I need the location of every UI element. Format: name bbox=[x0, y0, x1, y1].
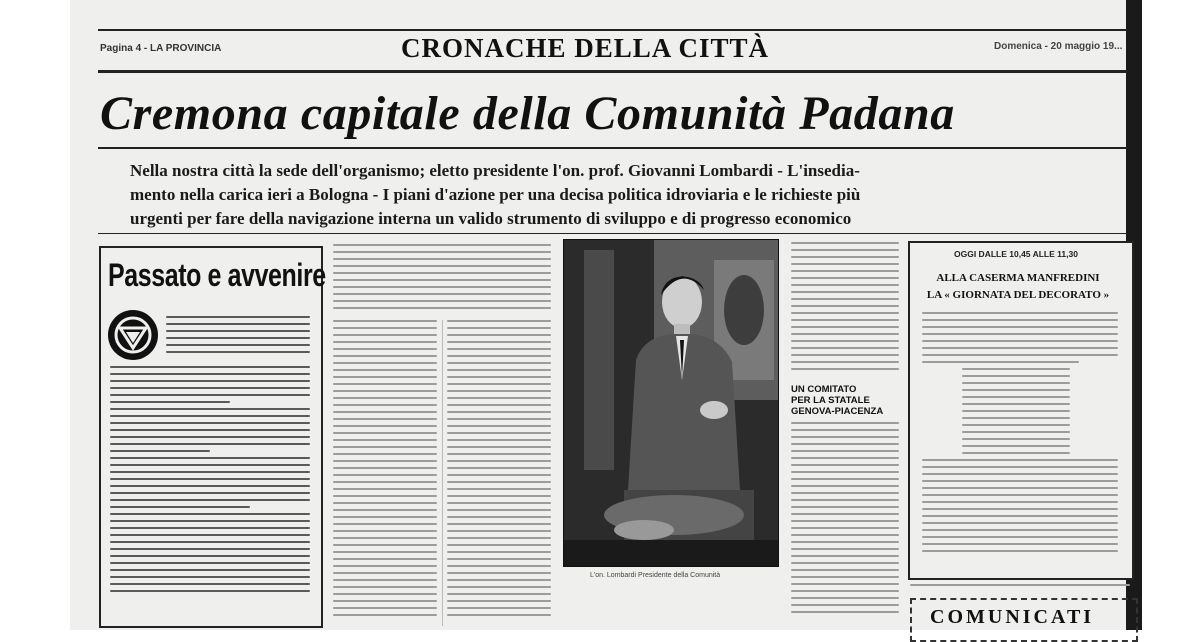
side-article-text bbox=[791, 422, 899, 626]
announcement-footer-text bbox=[910, 584, 1130, 594]
side-heading-line: GENOVA-PIACENZA bbox=[791, 406, 884, 417]
editorial-text-top bbox=[166, 316, 310, 362]
section-title: CRONACHE DELLA CITTÀ bbox=[401, 33, 770, 63]
event-title bbox=[913, 270, 1123, 304]
side-heading-line: PER LA STATALE bbox=[791, 395, 870, 406]
article-intro-text bbox=[333, 244, 551, 314]
photo-caption: L'on. Lombardi Presidente della Comunità bbox=[590, 572, 721, 579]
event-title-line: ALLA CASERMA MANFREDINI bbox=[936, 272, 1100, 284]
side-heading-line: UN COMITATO bbox=[791, 384, 857, 395]
subhead-line: mento nella carica ieri a Bologna - I piani d'azione per una decisa politica idroviaria e le richieste più bbox=[130, 185, 861, 204]
issue-date: Domenica - 20 maggio 19... bbox=[994, 41, 1123, 52]
side-article-heading bbox=[791, 384, 883, 417]
subhead-rule bbox=[98, 233, 1128, 234]
headline: Cremona capitale della Comunità Padana bbox=[100, 87, 955, 140]
masthead-rule bbox=[98, 70, 1128, 73]
article-column-1 bbox=[333, 320, 437, 626]
top-rule bbox=[98, 29, 1128, 31]
event-title-line: LA « GIORNATA DEL DECORATO » bbox=[926, 289, 1110, 301]
headline-rule bbox=[98, 147, 1128, 149]
editorial-text bbox=[110, 366, 310, 616]
comunicati-title: COMUNICATI bbox=[930, 606, 1095, 628]
subheadline bbox=[130, 159, 1110, 231]
page-label: Pagina 4 - LA PROVINCIA bbox=[100, 43, 222, 54]
announcement-text bbox=[922, 312, 1118, 568]
column-divider bbox=[442, 320, 443, 626]
subhead-line: Nella nostra città la sede dell'organismo; eletto presidente l'on. prof. Giovanni Lombardi - L'insedia- bbox=[130, 161, 860, 180]
subhead-line: urgenti per fare della navigazione interna un valido strumento di sviluppo e di progresso economico bbox=[130, 209, 852, 228]
editorial-title: Passato e avvenire bbox=[108, 257, 326, 293]
emblem-icon bbox=[108, 310, 158, 360]
event-time: OGGI DALLE 10,45 ALLE 11,30 bbox=[954, 249, 1078, 259]
comunicati-box bbox=[910, 598, 1138, 642]
article-column-3 bbox=[791, 242, 899, 378]
portrait-photo bbox=[563, 239, 779, 567]
article-column-2 bbox=[447, 320, 551, 626]
